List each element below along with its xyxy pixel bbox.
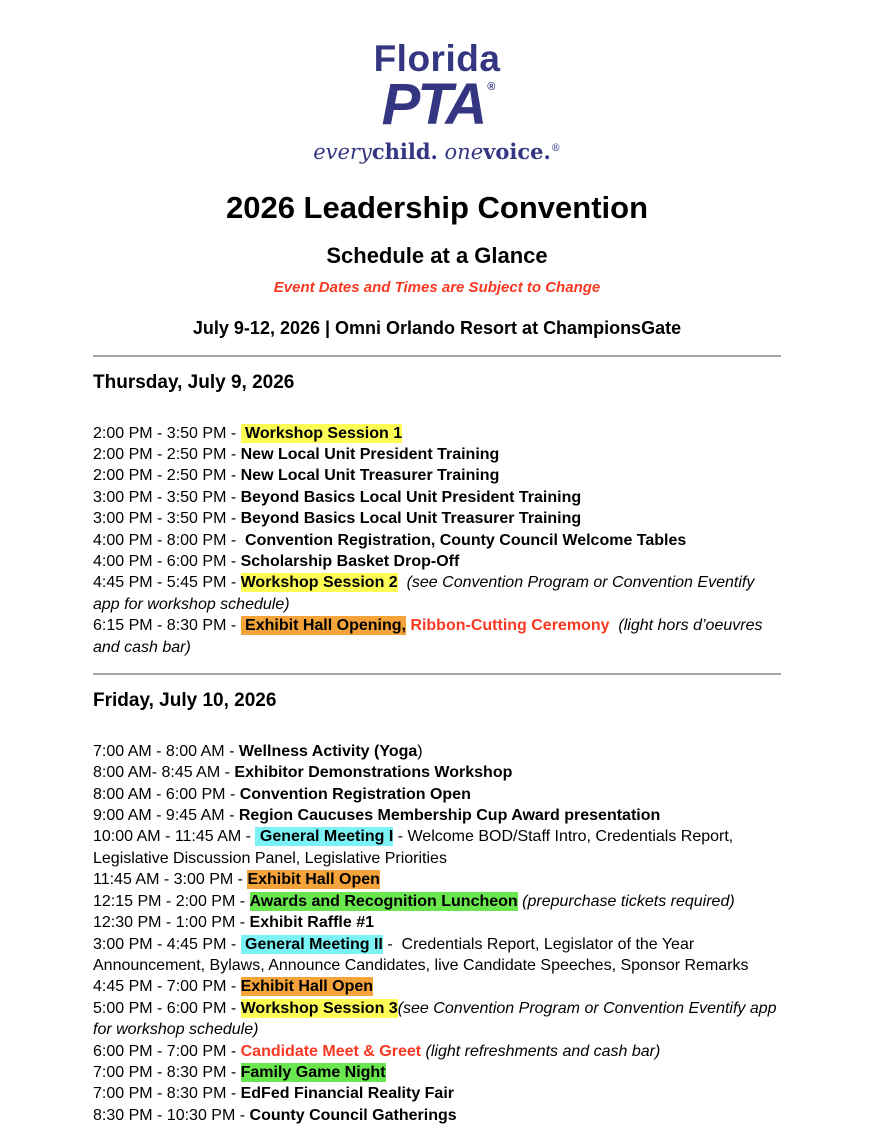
day-heading: Thursday, July 9, 2026 <box>93 371 295 393</box>
text-segment: County Council Gatherings <box>249 1106 457 1124</box>
highlighted-segment: Family Game Night <box>240 1063 386 1081</box>
text-segment <box>398 574 407 591</box>
text-segment: EdFed Financial Reality Fair <box>240 1085 454 1103</box>
tagline-every: every <box>313 140 372 165</box>
text-segment: (see Convention Program or Convention Eventify app for workshop schedule) <box>93 574 759 613</box>
text-segment: (light hors d’oeuvres and cash bar) <box>93 617 767 656</box>
schedule-row <box>93 551 781 572</box>
day-heading: Friday, July 10, 2026 <box>93 690 277 712</box>
text-segment: - Credentials Report, Legislator of the Year Announcement, Bylaws, Announce Candidates, live Candidate Speeches, Sponsor Remarks <box>93 935 749 974</box>
text-segment: ) <box>417 742 423 760</box>
text-segment: Convention Registration, County Council Welcome Tables <box>240 531 687 549</box>
schedule-row <box>93 826 781 869</box>
highlighted-segment: Awards and Recognition Luncheon <box>249 892 518 910</box>
text-segment: 12:30 PM - 1:00 PM - <box>93 914 250 932</box>
text-segment: 4:00 PM - 8:00 PM - <box>93 531 241 549</box>
highlighted-segment: General Meeting I <box>255 828 394 846</box>
schedule-row <box>93 530 781 551</box>
text-segment: 4:45 PM - 7:00 PM - <box>93 978 241 996</box>
text-segment: 3:00 PM - 4:45 PM - <box>93 935 241 953</box>
schedule-row <box>93 976 781 997</box>
schedule-row <box>93 615 781 658</box>
text-segment: Exhibit Raffle #1 <box>249 914 374 932</box>
text-segment: 8:00 AM - 6:00 PM - <box>93 785 240 803</box>
text-segment: Beyond Basics Local Unit Treasurer Training <box>240 510 582 528</box>
text-segment: 3:00 PM - 3:50 PM - <box>93 488 241 506</box>
highlighted-segment: Workshop Session 2 <box>240 574 398 592</box>
schedule-row <box>93 805 781 826</box>
registered-trademark-icon: ® <box>550 143 561 155</box>
schedule-row <box>93 912 781 933</box>
text-segment: 2:00 PM - 2:50 PM - <box>93 445 241 463</box>
text-segment: Convention Registration Open <box>239 785 471 803</box>
schedule-row <box>93 444 781 465</box>
schedule-row <box>93 934 781 977</box>
text-segment: Ribbon-Cutting Ceremony <box>410 617 610 635</box>
schedule-row <box>93 423 781 444</box>
highlighted-segment: General Meeting II <box>240 935 383 953</box>
text-segment: 12:15 PM - 2:00 PM - <box>93 892 250 910</box>
schedule-row <box>93 465 781 486</box>
schedule-row <box>93 1105 781 1126</box>
schedule-row <box>93 741 781 762</box>
text-segment: 7:00 PM - 8:30 PM - <box>93 1063 241 1081</box>
text-segment: 5:00 PM - 6:00 PM - <box>93 999 241 1017</box>
text-segment: (see Convention Program or Convention Eventify app for workshop schedule) <box>93 999 782 1039</box>
highlighted-segment: Exhibit Hall Opening, <box>240 617 406 635</box>
schedule-row <box>93 998 781 1041</box>
schedule-row <box>93 1083 781 1104</box>
schedule-row <box>93 1062 781 1083</box>
text-segment: 6:15 PM - 8:30 PM - <box>93 617 241 635</box>
schedule-row <box>93 762 781 783</box>
schedule-row <box>93 891 781 912</box>
day-section <box>93 355 781 658</box>
text-segment: 2:00 PM - 2:50 PM - <box>93 467 241 485</box>
logo-florida-text: Florida <box>373 38 501 79</box>
registered-trademark-icon: ® <box>487 81 496 93</box>
highlighted-segment: Exhibit Hall Open <box>247 871 380 889</box>
highlighted-segment: Workshop Session 1 <box>240 424 403 442</box>
tagline-voice: voice. <box>483 139 551 165</box>
schedule-row <box>93 784 781 805</box>
section-divider <box>93 673 781 675</box>
page-title: 2026 Leadership Convention <box>225 190 649 226</box>
text-segment: Region Caucuses Membership Cup Award presentation <box>238 807 661 825</box>
events-list <box>93 423 781 658</box>
day-section <box>93 673 781 1126</box>
schedule-sections <box>93 355 781 1126</box>
logo-tagline <box>93 139 781 165</box>
text-segment: Beyond Basics Local Unit President Training <box>240 488 582 506</box>
text-segment: 3:00 PM - 3:50 PM - <box>93 510 241 528</box>
events-list <box>93 741 781 1126</box>
text-segment: 4:00 PM - 6:00 PM - <box>93 552 241 570</box>
schedule-row <box>93 869 781 890</box>
logo-pta-acronym: PTA <box>381 72 485 137</box>
text-segment: 6:00 PM - 7:00 PM - <box>93 1042 241 1060</box>
text-segment: 7:00 AM - 8:00 AM - <box>93 742 239 760</box>
logo-pta-text <box>381 72 496 137</box>
text-segment: 10:00 AM - 11:45 AM - <box>93 828 256 846</box>
change-notice: Event Dates and Times are Subject to Change <box>273 279 601 297</box>
date-location: July 9-12, 2026 | Omni Orlando Resort at ChampionsGate <box>192 318 682 339</box>
text-segment: New Local Unit President Training <box>240 445 500 463</box>
text-segment: 4:45 PM - 5:45 PM - <box>93 574 241 592</box>
text-segment: New Local Unit Treasurer Training <box>240 467 500 485</box>
text-segment: 2:00 PM - 3:50 PM - <box>93 424 241 442</box>
text-segment: 9:00 AM - 9:45 AM - <box>93 807 239 825</box>
schedule-row <box>93 572 781 615</box>
tagline-space <box>438 140 445 164</box>
schedule-row <box>93 508 781 529</box>
text-segment: - Welcome BOD/Staff Intro, Credentials Report, Legislative Discussion Panel, Legislative Priorities <box>93 828 738 867</box>
text-segment: (light refreshments and cash bar) <box>425 1042 661 1060</box>
section-divider <box>93 355 781 357</box>
text-segment: Candidate Meet & Greet <box>240 1042 422 1060</box>
text-segment: 8:00 AM- 8:45 AM - <box>93 764 235 782</box>
text-segment: (prepurchase tickets required) <box>522 892 735 910</box>
florida-pta-logo <box>93 40 781 165</box>
tagline-one: one <box>444 140 484 165</box>
page-subtitle: Schedule at a Glance <box>326 242 548 268</box>
text-segment: Exhibitor Demonstrations Workshop <box>234 764 513 782</box>
text-segment: Wellness Activity (Yoga <box>238 742 418 760</box>
text-segment: 11:45 AM - 3:00 PM - <box>93 871 248 889</box>
text-segment: Scholarship Basket Drop-Off <box>240 552 460 570</box>
logo-pta-row <box>93 72 781 137</box>
schedule-row <box>93 1041 781 1062</box>
text-segment: 7:00 PM - 8:30 PM - <box>93 1085 241 1103</box>
highlighted-segment: Exhibit Hall Open <box>240 978 374 996</box>
schedule-row <box>93 487 781 508</box>
text-segment: 8:30 PM - 10:30 PM - <box>93 1106 250 1124</box>
highlighted-segment: Workshop Session 3 <box>240 999 398 1017</box>
tagline-child: child. <box>371 139 438 165</box>
